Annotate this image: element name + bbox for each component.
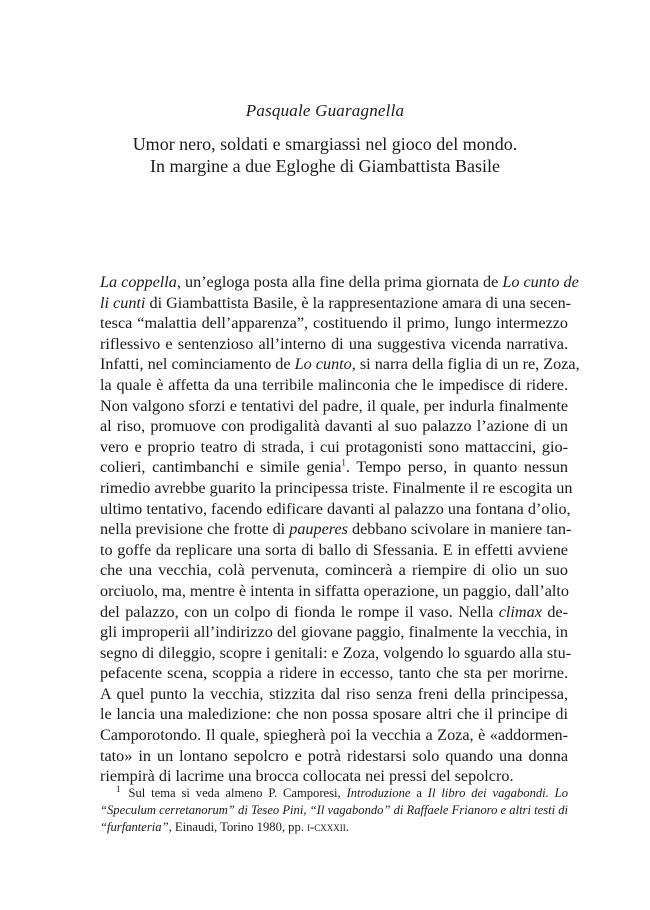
body-text: Lo cunto de bbox=[502, 273, 579, 291]
body-text: al riso, promuove con prodigalità davanti al suo palazzo l’azione di un bbox=[100, 417, 568, 436]
body-text: gli improperii all’indirizzo del giovane paggio, finalmente la vecchia, in bbox=[100, 623, 568, 642]
body-line bbox=[100, 622, 568, 643]
chapter-title bbox=[60, 133, 590, 177]
body-line bbox=[100, 581, 568, 602]
body-line bbox=[100, 684, 568, 705]
body-text: pauperes bbox=[289, 520, 348, 539]
body-text: vero e proprio teatro di strada, i cui protagonisti sono mattaccini, gio- bbox=[100, 437, 568, 456]
footnote-text: , Einaudi, Torino 1980, pp. bbox=[168, 820, 308, 834]
footnote-ref: 1 bbox=[341, 457, 346, 468]
body-text: del palazzo, con un colpo di fionda le rompe il vaso. Nella bbox=[100, 602, 499, 621]
body-line bbox=[100, 313, 568, 334]
author-name: Pasquale Guaragnella bbox=[245, 101, 405, 120]
body-line bbox=[100, 396, 568, 417]
body-text: riflessivo e sentenzioso all’interno di una suggestiva vicenda narrativa. bbox=[100, 334, 568, 353]
body-text: pefacente scena, scoppia a ridere in eccesso, tanto che sta per morirne. bbox=[100, 664, 568, 683]
body-line bbox=[100, 457, 568, 478]
body-text: nella previsione che frotte di bbox=[100, 520, 290, 539]
footnote-text: Il libro dei vagabondi. Lo bbox=[427, 786, 568, 800]
body-line bbox=[100, 766, 568, 787]
body-text: ultimo tentativo, facendo edificare davanti al palazzo una fontana d’olio, bbox=[100, 499, 571, 518]
body-line bbox=[100, 416, 568, 437]
body-text: Lo cunto bbox=[294, 355, 352, 374]
body-line bbox=[100, 519, 572, 540]
body-line bbox=[100, 334, 568, 355]
body-line bbox=[100, 375, 568, 396]
title-line-2: In margine a due Egloghe di Giambattista Basile bbox=[149, 156, 501, 176]
body-line bbox=[100, 499, 571, 520]
body-line bbox=[100, 354, 580, 375]
body-text: le lancia una maledizione: che non possa sposare altri che il principe di bbox=[100, 705, 568, 724]
body-text: orciuolo, ma, mentre è intenta in siffatta operazione, un paggio, dall’alto bbox=[100, 581, 569, 600]
body-text: rimedio avrebbe guarito la principessa triste. Finalmente il re escogita un bbox=[100, 478, 573, 497]
body-text: debbano scivolare in maniere tan- bbox=[347, 520, 572, 539]
footnote-text: “furfanteria” bbox=[100, 820, 169, 834]
footnote-text: Introduzione bbox=[346, 786, 411, 800]
body-line bbox=[100, 478, 573, 499]
body-line bbox=[100, 602, 568, 623]
body-text: , si narra della figlia di un re, Zoza, bbox=[351, 355, 580, 374]
footnote-text: “Speculum cerretanorum” di Teseo Pini, “Il vagabondo” di Raffaele Frianoro e altri testi di bbox=[100, 803, 569, 817]
body-text: colieri, cantimbanchi e simile genia bbox=[100, 458, 342, 477]
body-text: . Tempo perso, in quanto nessun bbox=[345, 458, 568, 477]
body-line bbox=[100, 540, 568, 561]
body-text: che una vecchia, colà pervenuta, comincerà a riempire di olio un suo bbox=[100, 561, 568, 580]
body-text: tato» in un lontano sepolcro e potrà ridestarsi solo quando una donna bbox=[100, 746, 568, 765]
footnote-text: . bbox=[345, 820, 349, 834]
body-line bbox=[100, 663, 568, 684]
footnote-number: 1 bbox=[116, 783, 121, 794]
body-line bbox=[100, 293, 572, 314]
body-text: to goffe da replicare una sorta di ballo di Sfessania. E in effetti avviene bbox=[100, 540, 568, 559]
footnote-text: Sul tema si veda almeno P. Camporesi, bbox=[128, 786, 347, 800]
footnotes bbox=[100, 785, 568, 836]
body-line bbox=[100, 437, 568, 458]
body-text: riempirà di lacrime una brocca collocata nei pressi del sepolcro. bbox=[100, 767, 514, 786]
body-text: La coppella bbox=[100, 273, 177, 291]
body-text: Non valgono sforzi e tentativi del padre, il quale, per indurla finalmente bbox=[100, 396, 568, 415]
footnote-line bbox=[100, 785, 568, 802]
body-text: segno di dileggio, scopre i genitali: e Zoza, volgendo lo sguardo alla stu- bbox=[100, 643, 572, 662]
body-text: de- bbox=[541, 602, 568, 621]
footnote-text: a bbox=[410, 786, 428, 800]
footnote-line bbox=[100, 819, 568, 836]
body-line bbox=[100, 643, 572, 664]
body-line bbox=[100, 272, 579, 293]
body-text: di Giambattista Basile, è la rappresentazione amara di una secen- bbox=[145, 293, 572, 312]
body-text: Infatti, nel cominciamento de bbox=[100, 355, 295, 374]
body-text: li cunti bbox=[100, 293, 146, 312]
body-line bbox=[100, 746, 568, 767]
body-text: , un’egloga posta alla fine della prima giornata de bbox=[176, 273, 503, 291]
body-text: climax bbox=[498, 602, 542, 621]
body-line bbox=[100, 725, 568, 746]
body-text: la quale è affetta da una terribile malinconia che le impedisce di ridere. bbox=[100, 375, 568, 394]
body-text: tesca “malattia dell’apparenza”, costituendo il primo, lungo intermezzo bbox=[100, 314, 568, 333]
body-line bbox=[100, 560, 568, 581]
body-text bbox=[100, 272, 580, 787]
body-line bbox=[100, 704, 568, 725]
footnote-text: i-cxxxii bbox=[307, 820, 346, 834]
body-text: A quel punto la vecchia, stizzita dal riso senza freni della principessa, bbox=[100, 684, 568, 703]
title-line-1: Umor nero, soldati e smargiassi nel gioco del mondo. bbox=[132, 134, 518, 154]
footnote-line bbox=[100, 802, 568, 819]
body-text: Camporotondo. Il quale, spiegherà poi la vecchia a Zoza, è «addormen- bbox=[100, 726, 568, 745]
